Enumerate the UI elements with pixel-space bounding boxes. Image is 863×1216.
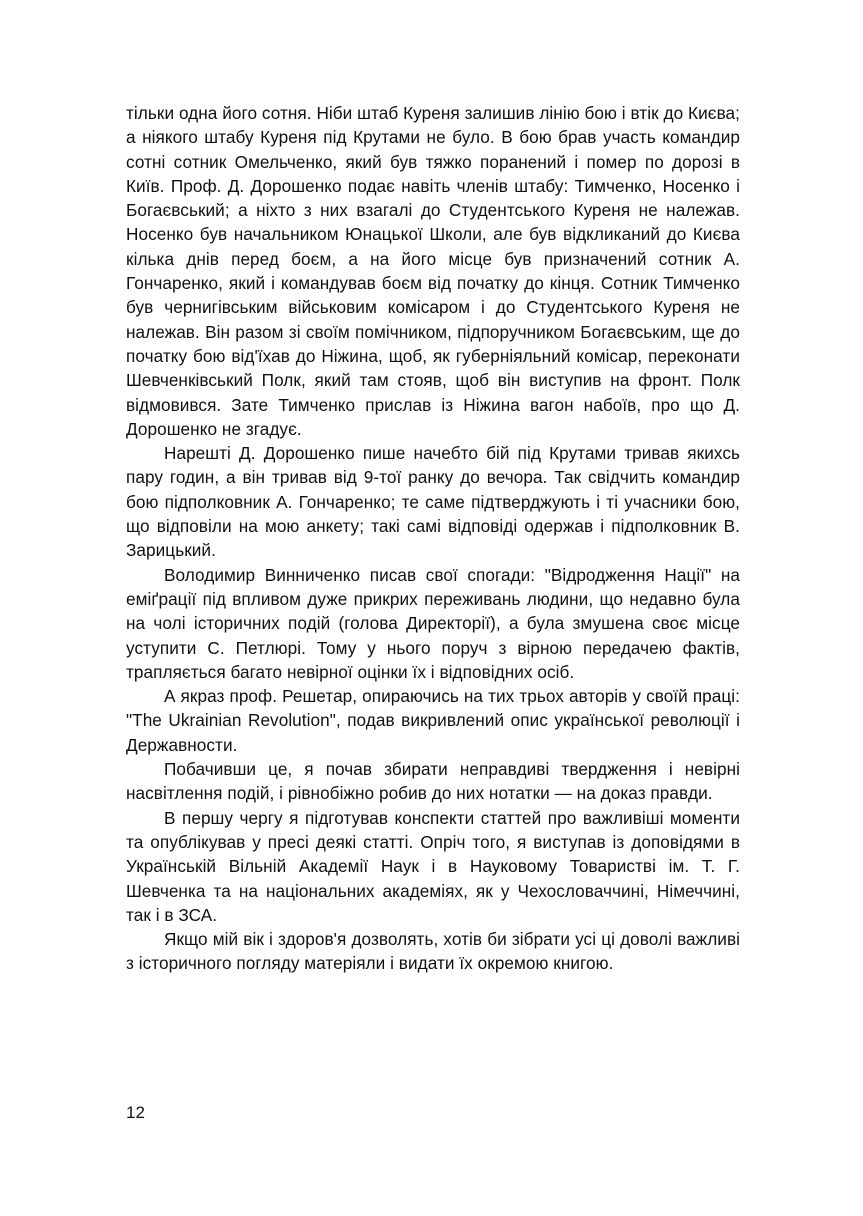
paragraph-2: Нарешті Д. Дорошенко пише начебто бій під Крутами тривав якихсь пару годин, а він тривав від 9-тої ранку до вечора. Так свідчить командир бою підполковник А. Гончаренко; те саме підтверджують і ті учасники бою, що відповіли на мою анкету; такі самі відповіді одержав і підполковник В. Зарицький. <box>126 443 740 561</box>
paragraph-6: В першу чергу я підготував конспекти статтей про важливіші моменти та опублікував у пресі деякі статті. Опріч того, я виступав із доповідями в Українській Вільній Академії Наук і в Науковому Товаристві ім. Т. Г. Шевченка та на національних академіях, як у Чехословаччині, Німеччині, так і в ЗСА. <box>126 807 740 925</box>
paragraph-7: Якщо мій вік і здоров'я дозволять, хотів би зібрати усі ці доволі важливі з історичного погляду матеріяли і видати їх окремою книгою. <box>126 929 740 974</box>
paragraph-5: Побачивши це, я почав збирати неправдиві твердження і невірні насвітлення подій, і рівнобіжно робив до них нотатки — на доказ правди. <box>126 759 740 804</box>
paragraph-3: Володимир Винниченко писав свої спогади: "Відродження Нації" на еміґрації під впливом дуже прикрих переживань людини, що недавно була на чолі історичних подій (голова Директорії), а була змушена своє місце уступити С. Петлюрі. Тому у нього поруч з вірною передачею фактів, трапляється багато невірної оцінки їх і відповідних осіб. <box>126 564 740 682</box>
body-text <box>126 101 740 976</box>
page-number: 12 <box>126 1103 145 1122</box>
paragraph-1: тільки одна його сотня. Ніби штаб Куреня залишив лінію бою і втік до Києва; а ніякого штабу Куреня під Крутами не було. В бою брав участь командир сотні сотник Омельченко, який був тяжко поранений і помер по дорозі в Київ. Проф. Д. Дорошенко подає навіть членів штабу: Тимченко, Носенко і Богаєвський; а ніхто з них взагалі до Студентського Куреня не належав. Носенко був начальником Юнацької Школи, але був відкликаний до Києва кілька днів перед боєм, а на його місце був призначений сотник А. Гончаренко, який і командував боєм від початку до кінця. Сотник Тимченко був чернигівським військовим комісаром і до Студентського Куреня не належав. Він разом зі своїм помічником, підпоручником Богаєвським, ще до початку бою від'їхав до Ніжина, щоб, як губерніяльний комісар, переконати Шевченківський Полк, який там стояв, щоб він виступив на фронт. Полк відмовився. Зате Тимченко прислав із Ніжина вагон набоїв, про що Д. Дорошенко не згадує. <box>126 103 740 439</box>
paragraph-4: А якраз проф. Решетар, опираючись на тих трьох авторів у своїй праці: "The Ukrainian Revolution", подав викривлений опис української революції і Державности. <box>126 686 740 755</box>
